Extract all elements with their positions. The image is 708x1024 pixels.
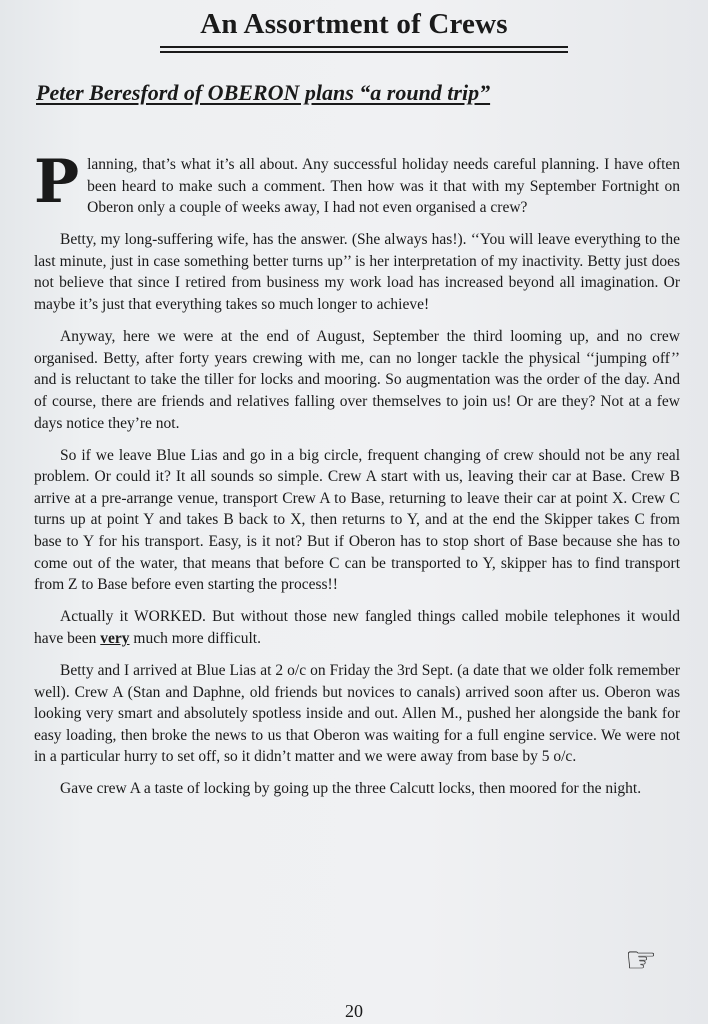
drop-cap: P bbox=[34, 147, 80, 217]
paragraph-5 bbox=[34, 606, 680, 649]
paragraph-5-text-b: much more difficult. bbox=[129, 629, 261, 647]
paragraph-3: Anyway, here we were at the end of August, September the third looming up, and no crew organised. Betty, after forty years crewing with me, can no longer tackle the physical ‘‘jumping off’’ and is reluctant to take the tiller for locks and mooring. So augmentation was the order of the day. And of course, there are friends and relatives falling over themselves to join us! Or are they? Not at a few days notice they’re not. bbox=[34, 328, 680, 432]
page-title: An Assortment of Crews bbox=[200, 8, 508, 40]
paragraph-4: So if we leave Blue Lias and go in a big circle, frequent changing of crew should not be any real problem. Or could it? It all sounds so simple. Crew A start with us, leaving their car at Base. Crew B arrive at a pre-arrange venue, transport Crew A to Base, returning to leave their car at point X. Crew C turns up at point Y and takes B back to X, then returns to Y, and at the end the Skipper takes C from base to Y for his transport. Easy, is it not? But if Oberon has to stop short of Base because she has to come out of the water, that means that before C can be transported to Y, skipper has to find transport from Z to Base before even starting the process!! bbox=[34, 446, 680, 594]
emphasis-very: very bbox=[100, 629, 130, 647]
paragraph-6: Betty and I arrived at Blue Lias at 2 o/c on Friday the 3rd Sept. (a date that we older folk remember well). Crew A (Stan and Daphne, old friends but novices to canals) arrived soon after us. Oberon was looking very smart and absolutely spotless inside and out. Allen M., pushed her alongside the bank for easy loading, then broke the news to us that Oberon was waiting for a full engine service. We were not in a particular hurry to set off, so it didn’t matter and we were away from base by 5 o/c. bbox=[34, 661, 680, 766]
paragraph-7: Gave crew A a taste of locking by going up the three Calcutt locks, then moored for the night. bbox=[60, 780, 642, 798]
pointing-hand-icon: ☞ bbox=[624, 940, 658, 980]
page-number: 20 bbox=[345, 1001, 363, 1021]
paragraph-1-text: lanning, that’s what it’s all about. Any successful holiday needs careful planning. I have often been heard to make such a comment. Then how was it that with my September Fortnight on Oberon only a couple of weeks away, I had not even organised a crew? bbox=[87, 156, 680, 217]
article-subtitle: Peter Beresford of OBERON plans “a round trip” bbox=[36, 80, 491, 105]
paragraph-2: Betty, my long-suffering wife, has the answer. (She always has!). ‘‘You will leave everything to the last minute, just in case something better turns up’’ is her interpretation of my inactivity. Betty just does not believe that since I retired from business my work load has increased beyond all imagination. Or maybe it’s just that everything takes so much longer to achieve! bbox=[34, 231, 680, 314]
title-double-rule bbox=[160, 46, 568, 53]
paragraph-1 bbox=[34, 147, 680, 219]
article-body bbox=[34, 147, 680, 811]
paragraph-5-text-a: Actually it WORKED. But without those new fangled things called mobile telephones it would have been bbox=[34, 608, 680, 647]
